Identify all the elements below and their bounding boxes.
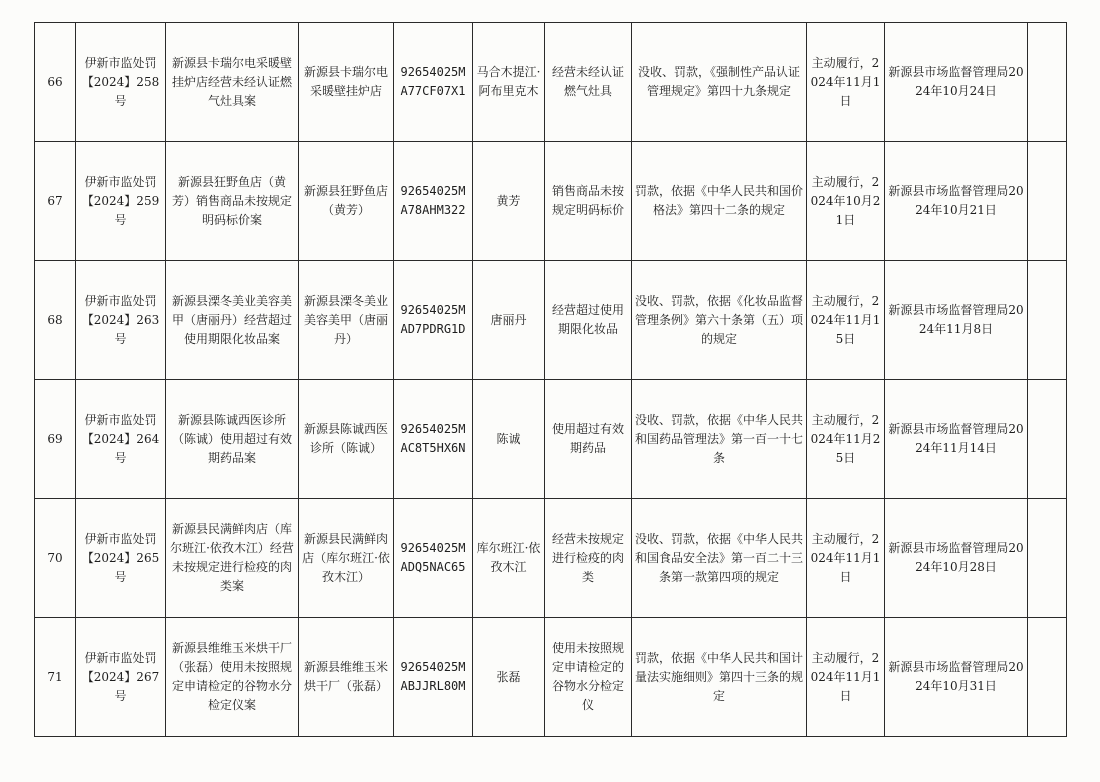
decision-number: 伊新市监处罚【2024】267号 (76, 618, 166, 737)
case-name: 新源县溧冬美业美容美甲（唐丽丹）经营超过使用期限化妆品案 (166, 261, 299, 380)
case-name: 新源县狂野鱼店（黄芳）销售商品未按规定明码标价案 (166, 142, 299, 261)
row-number: 69 (35, 380, 76, 499)
case-name: 新源县陈诚西医诊所（陈诚）使用超过有效期药品案 (166, 380, 299, 499)
credit-code: 92654025MAD7PDRG1D (394, 261, 473, 380)
performance-status: 主动履行，2024年10月21日 (807, 142, 885, 261)
row-number: 70 (35, 499, 76, 618)
penalty-basis: 没收、罚款，依据《中华人民共和国食品安全法》第一百二十三条第一款第四项的规定 (632, 499, 807, 618)
row-number: 68 (35, 261, 76, 380)
credit-code: 92654025MA78AHM322 (394, 142, 473, 261)
remarks-cell (1028, 142, 1067, 261)
table-row (35, 142, 1067, 261)
performance-status: 主动履行，2024年11月25日 (807, 380, 885, 499)
penalty-basis: 没收、罚款，依据《化妆品监督管理条例》第六十条第（五）项的规定 (632, 261, 807, 380)
violation-type: 经营超过使用期限化妆品 (545, 261, 632, 380)
decision-number: 伊新市监处罚【2024】259号 (76, 142, 166, 261)
authority-and-date: 新源县市场监督管理局2024年11月8日 (885, 261, 1028, 380)
remarks-cell (1028, 380, 1067, 499)
row-number: 66 (35, 23, 76, 142)
decision-number: 伊新市监处罚【2024】258号 (76, 23, 166, 142)
table-row (35, 499, 1067, 618)
credit-code: 92654025MAC8T5HX6N (394, 380, 473, 499)
table-row (35, 23, 1067, 142)
performance-status: 主动履行，2024年11月1日 (807, 499, 885, 618)
party-name: 新源县陈诚西医诊所（陈诚） (299, 380, 394, 499)
remarks-cell (1028, 261, 1067, 380)
violation-type: 经营未经认证燃气灶具 (545, 23, 632, 142)
legal-representative: 库尔班江·依孜木江 (473, 499, 545, 618)
case-name: 新源县民满鲜肉店（库尔班江·依孜木江）经营未按规定进行检疫的肉类案 (166, 499, 299, 618)
decision-number: 伊新市监处罚【2024】264号 (76, 380, 166, 499)
legal-representative: 马合木提江·阿布里克木 (473, 23, 545, 142)
credit-code: 92654025MABJJRL80M (394, 618, 473, 737)
penalty-basis: 罚款，依据《中华人民共和国计量法实施细则》第四十三条的规定 (632, 618, 807, 737)
performance-status: 主动履行，2024年11月15日 (807, 261, 885, 380)
legal-representative: 唐丽丹 (473, 261, 545, 380)
penalty-basis: 没收、罚款，依据《中华人民共和国药品管理法》第一百一十七条 (632, 380, 807, 499)
party-name: 新源县维维玉米烘干厂（张磊） (299, 618, 394, 737)
authority-and-date: 新源县市场监督管理局2024年10月24日 (885, 23, 1028, 142)
legal-representative: 陈诚 (473, 380, 545, 499)
violation-type: 销售商品未按规定明码标价 (545, 142, 632, 261)
credit-code: 92654025MADQ5NAC65 (394, 499, 473, 618)
authority-and-date: 新源县市场监督管理局2024年10月28日 (885, 499, 1028, 618)
performance-status: 主动履行，2024年11月1日 (807, 23, 885, 142)
party-name: 新源县卡瑞尔电采暖壁挂炉店 (299, 23, 394, 142)
row-number: 67 (35, 142, 76, 261)
violation-type: 经营未按规定进行检疫的肉类 (545, 499, 632, 618)
decision-number: 伊新市监处罚【2024】263号 (76, 261, 166, 380)
violation-type: 使用未按照规定申请检定的谷物水分检定仪 (545, 618, 632, 737)
party-name: 新源县溧冬美业美容美甲（唐丽丹） (299, 261, 394, 380)
remarks-cell (1028, 23, 1067, 142)
table-row (35, 380, 1067, 499)
table-body (35, 23, 1067, 737)
case-name: 新源县维维玉米烘干厂（张磊）使用未按照规定申请检定的谷物水分检定仪案 (166, 618, 299, 737)
remarks-cell (1028, 499, 1067, 618)
legal-representative: 黄芳 (473, 142, 545, 261)
penalty-basis: 没收、罚款，《强制性产品认证管理规定》第四十九条规定 (632, 23, 807, 142)
table-row (35, 618, 1067, 737)
credit-code: 92654025MA77CF07X1 (394, 23, 473, 142)
violation-type: 使用超过有效期药品 (545, 380, 632, 499)
party-name: 新源县民满鲜肉店（库尔班江·依孜木江） (299, 499, 394, 618)
authority-and-date: 新源县市场监督管理局2024年10月21日 (885, 142, 1028, 261)
party-name: 新源县狂野鱼店（黄芳） (299, 142, 394, 261)
authority-and-date: 新源县市场监督管理局2024年11月14日 (885, 380, 1028, 499)
case-name: 新源县卡瑞尔电采暖壁挂炉店经营未经认证燃气灶具案 (166, 23, 299, 142)
legal-representative: 张磊 (473, 618, 545, 737)
penalty-basis: 罚款，依据《中华人民共和国价格法》第四十二条的规定 (632, 142, 807, 261)
remarks-cell (1028, 618, 1067, 737)
penalty-records-table (34, 22, 1067, 737)
row-number: 71 (35, 618, 76, 737)
decision-number: 伊新市监处罚【2024】265号 (76, 499, 166, 618)
performance-status: 主动履行，2024年11月1日 (807, 618, 885, 737)
table-row (35, 261, 1067, 380)
authority-and-date: 新源县市场监督管理局2024年10月31日 (885, 618, 1028, 737)
